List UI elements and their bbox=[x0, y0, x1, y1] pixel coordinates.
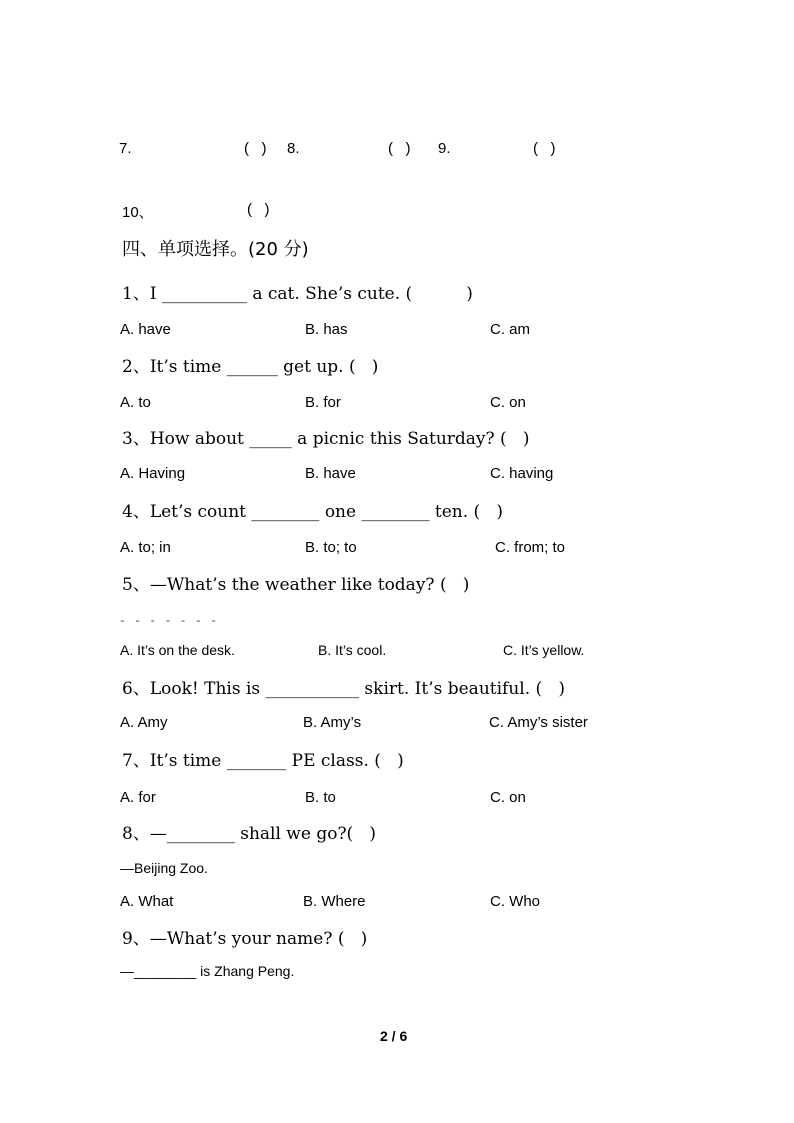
question-7-option-b: B. to bbox=[305, 789, 336, 806]
item-7-paren: ( ) bbox=[244, 140, 267, 157]
question-2-option-c: C. on bbox=[490, 394, 526, 411]
item-7-number: 7. bbox=[119, 140, 132, 157]
question-7-stem: 7、It’s time _______ PE class. ( ) bbox=[122, 751, 404, 771]
question-7-option-c: C. on bbox=[490, 789, 526, 806]
question-1-option-c: C. am bbox=[490, 321, 531, 338]
question-4-option-c: C. from; to bbox=[495, 539, 566, 556]
question-5-stem: 5、—What’s the weather like today? ( ) bbox=[122, 575, 470, 595]
question-8-option-a: A. What bbox=[120, 893, 174, 910]
section-title: 四、单项选择。(20 分) bbox=[122, 239, 309, 260]
item-10-number: 10、 bbox=[122, 204, 154, 221]
question-2-stem: 2、It’s time ______ get up. ( ) bbox=[122, 357, 379, 377]
question-3-stem: 3、How about _____ a picnic this Saturday? ( ) bbox=[122, 429, 530, 449]
question-2-option-a: A. to bbox=[120, 394, 151, 411]
question-3-option-a: A. Having bbox=[120, 465, 186, 482]
item-9-number: 9. bbox=[438, 140, 451, 157]
item-10-paren: ( ) bbox=[247, 201, 270, 218]
question-9-answer-line: —________ is Zhang Peng. bbox=[120, 963, 295, 979]
question-9-stem: 9、—What’s your name? ( ) bbox=[122, 929, 368, 949]
question-3-option-c: C. having bbox=[490, 465, 554, 482]
question-1-stem: 1、I __________ a cat. She’s cute. ( ) bbox=[122, 284, 473, 304]
question-4-option-b: B. to; to bbox=[305, 539, 357, 556]
question-8-answer-line: —Beijing Zoo. bbox=[120, 860, 208, 876]
question-1-option-b: B. has bbox=[305, 321, 348, 338]
question-7-option-a: A. for bbox=[120, 789, 156, 806]
question-3-option-b: B. have bbox=[305, 465, 356, 482]
question-1-option-a: A. have bbox=[120, 321, 171, 338]
question-5-answer-line: - - - - - - - bbox=[119, 616, 218, 628]
question-5-option-b: B. It’s cool. bbox=[318, 642, 387, 658]
question-6-option-c: C. Amy’s sister bbox=[489, 714, 588, 731]
question-4-stem: 4、Let’s count ________ one ________ ten. ( ) bbox=[122, 502, 503, 522]
question-5-option-a: A. It’s on the desk. bbox=[120, 642, 235, 658]
page-number: 2 / 6 bbox=[380, 1028, 408, 1044]
question-5-option-c: C. It’s yellow. bbox=[503, 642, 585, 658]
question-8-stem: 8、—________ shall we go?( ) bbox=[122, 824, 377, 844]
question-8-option-b: B. Where bbox=[303, 893, 366, 910]
question-8-option-c: C. Who bbox=[490, 893, 541, 910]
question-6-option-a: A. Amy bbox=[120, 714, 168, 731]
item-9-paren: ( ) bbox=[533, 140, 556, 157]
item-8-paren: ( ) bbox=[388, 140, 411, 157]
question-2-option-b: B. for bbox=[305, 394, 341, 411]
item-8-number: 8. bbox=[287, 140, 300, 157]
question-6-stem: 6、Look! This is ___________ skirt. It’s beautiful. ( ) bbox=[122, 679, 565, 699]
question-4-option-a: A. to; in bbox=[120, 539, 171, 556]
question-6-option-b: B. Amy’s bbox=[303, 714, 362, 731]
